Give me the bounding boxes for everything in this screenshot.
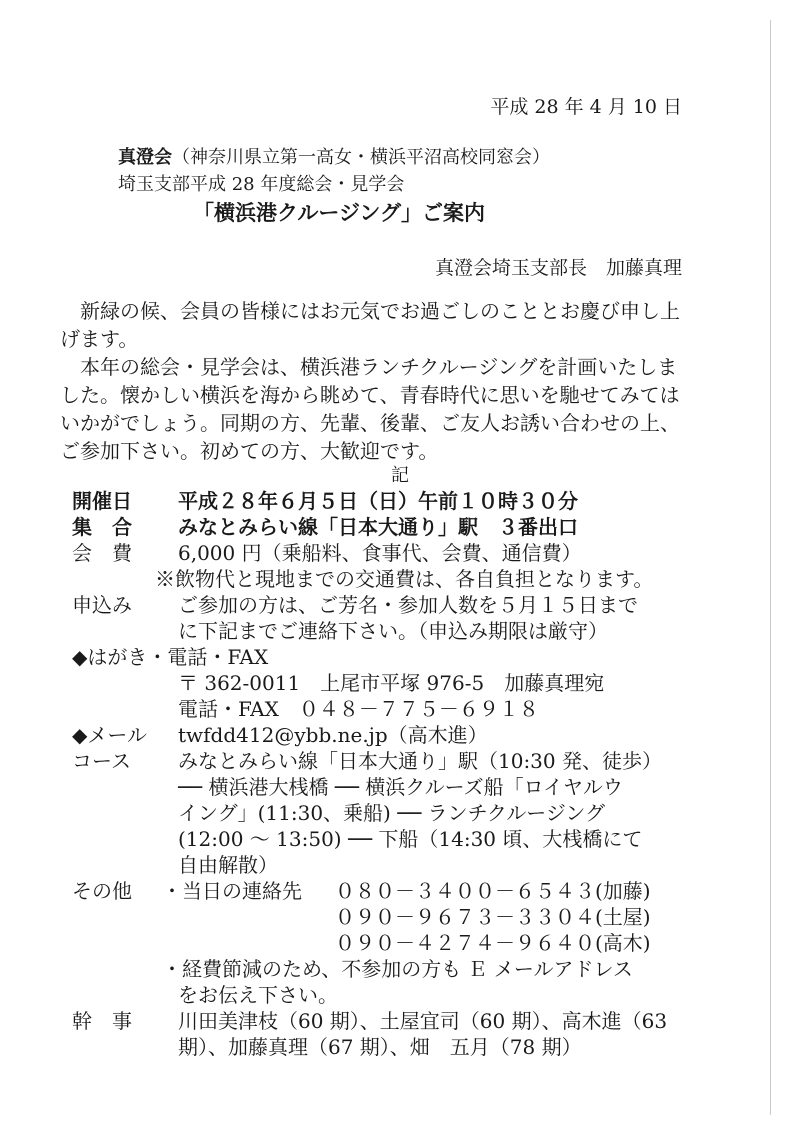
document-date: 平成 28 年 4 月 10 日 <box>490 96 682 118</box>
staff-line-1: 川田美津枝（60 期）、土屋宜司（60 期）、高木進（63 <box>178 1009 668 1033</box>
fee-value: 6,000 円（乗船料、食事代、会費、通信費） <box>178 541 582 565</box>
organization-detail: （神奈川県立第一高女・横浜平沼高校同窓会） <box>172 147 550 168</box>
meeting-label: 集 合 <box>72 515 132 539</box>
staff-line-2: 期）、加藤真理（67 期）、畑 五月（78 期） <box>178 1035 582 1059</box>
mail-label: ◆メール <box>72 723 147 747</box>
signer: 真澄会埼玉支部長 加藤真理 <box>434 257 682 279</box>
contact-label: ・当日の連絡先 <box>162 879 302 903</box>
apply-line-2: に下記までご連絡下さい。（申込み期限は厳守） <box>178 619 608 643</box>
date-label: 開催日 <box>72 489 132 513</box>
apply-label: 申込み <box>72 593 132 617</box>
organization-line <box>118 143 550 169</box>
course-line: ── 横浜港大桟橋 ── 横浜クルーズ船「ロイヤルウ <box>178 775 623 799</box>
fee-note: ※飲物代と現地までの交通費は、各自負担となります。 <box>155 567 654 591</box>
course-line: みなとみらい線「日本大通り」駅（10:30 発、徒歩） <box>178 749 662 773</box>
contact-number: ０９０－４２７４－９６４０(高木) <box>335 931 651 955</box>
greeting-paragraph: 新緑の候、会員の皆様にはお元気でお過ごしのこととお慶び申し上げます。 <box>60 299 680 351</box>
course-label: コース <box>72 749 131 773</box>
postcard-label: ◆はがき・電話・FAX <box>72 645 269 669</box>
contact-number: ０９０－９６７３－３３０４(土屋) <box>335 905 651 929</box>
organization-name: 真澄会 <box>118 147 172 168</box>
course-line: イング」(11:30、乗船) ── ランチクルージング <box>178 801 605 825</box>
ki-heading: 記 <box>391 465 409 486</box>
other-label: その他 <box>72 879 132 903</box>
fee-label: 会 費 <box>72 541 132 565</box>
event-subtitle: 埼玉支部平成 28 年度総会・見学会 <box>118 174 405 195</box>
email-note-line-1: ・経費節減のため、不参加の方も Ｅ メールアドレス <box>162 957 633 981</box>
mailing-address: 〒 362-0011 上尾市平塚 976-5 加藤真理宛 <box>178 671 605 695</box>
staff-label: 幹 事 <box>72 1009 132 1033</box>
phone-fax: 電話・FAX ０４８－７７５－６９１８ <box>178 697 539 721</box>
mail-value[interactable]: twfdd412@ybb.ne.jp（高木進） <box>178 723 488 747</box>
document-title: 「横浜港クルージング」ご案内 <box>193 201 486 225</box>
invitation-paragraph: 本年の総会・見学会は、横浜港ランチクルージングを計画いたしました。懐かしい横浜を海から眺めて、青春時代に思いを馳せてみてはいかがでしょう。同期の方、先輩、後輩、ご友人お誘い合わせの上、ご参加下さい。初めての方、大歓迎です。 <box>60 355 680 463</box>
scan-edge-line <box>770 20 771 1115</box>
meeting-value: みなとみらい線「日本大通り」駅 ３番出口 <box>178 515 578 539</box>
apply-line-1: ご参加の方は、ご芳名・参加人数を５月１５日まで <box>178 593 638 617</box>
course-line: 自由解散） <box>178 853 278 877</box>
email-note-line-2: をお伝え下さい。 <box>178 983 338 1007</box>
course-line: (12:00 〜 13:50) ── 下船（14:30 頃、大桟橋にて <box>178 827 643 851</box>
contact-number: ０８０－３４００－６５４３(加藤) <box>335 879 651 903</box>
date-value: 平成２８年６月５日（日）午前１０時３０分 <box>178 489 578 513</box>
